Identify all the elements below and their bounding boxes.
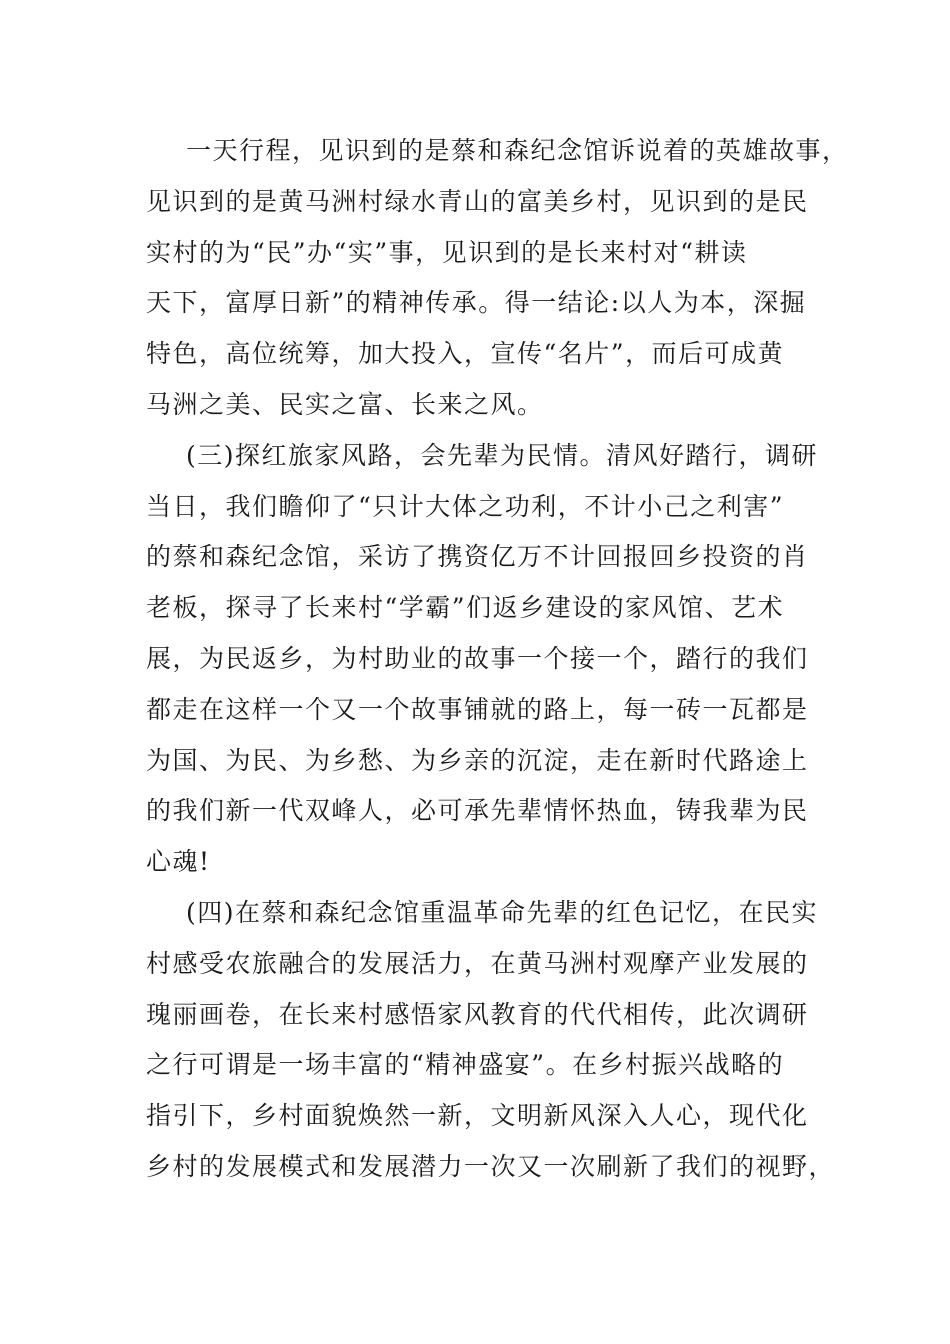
paragraph-line: 心魂! (146, 847, 211, 877)
paragraph-line: 村感受农旅融合的发展活力，在黄马洲村观摩产业发展的 (146, 948, 809, 978)
paragraph-line: 的蔡和森纪念馆，采访了携资亿万不计回报回乡投资的肖 (146, 542, 809, 572)
paragraph-line: (四)在蔡和森纪念馆重温革命先辈的红色记忆，在民实 (186, 897, 819, 927)
paragraph-2 (146, 431, 826, 888)
paragraph-line: 当日，我们瞻仰了“只计大体之功利，不计小己之利害” (146, 491, 785, 521)
paragraph-line: 乡村的发展模式和发展潜力一次又一次刷新了我们的视野， (146, 1151, 836, 1181)
paragraph-3 (146, 888, 836, 1193)
paragraph-line: 见识到的是黄马洲村绿水青山的富美乡村，见识到的是民 (146, 186, 809, 216)
paragraph-line: 天下，富厚日新”的精神传承。得一结论:以人为本，深掘 (146, 288, 807, 318)
paragraph-line: 特色，高位统筹，加大投入，宣传“名片”，而后可成黄 (146, 339, 785, 369)
paragraph-line: 都走在这样一个又一个故事铺就的路上，每一砖一瓦都是 (146, 694, 809, 724)
paragraph-line: 展，为民返乡，为村助业的故事一个接一个，踏行的我们 (146, 643, 809, 673)
paragraph-line: 实村的为“民”办“实”事，见识到的是长来村对“耕读 (146, 237, 748, 267)
paragraph-line: (三)探红旅家风路，会先辈为民情。清风好踏行，调研 (186, 440, 819, 470)
document-body (146, 126, 849, 1193)
paragraph-line: 一天行程，见识到的是蔡和森纪念馆诉说着的英雄故事， (186, 136, 849, 165)
paragraph-line: 的我们新一代双峰人，必可承先辈情怀热血，铸我辈为民 (146, 796, 809, 826)
paragraph-line: 老板，探寻了长来村“学霸”们返乡建设的家风馆、艺术 (146, 593, 785, 623)
paragraph-line: 瑰丽画卷，在长来村感悟家风教育的代代相传，此次调研 (146, 999, 809, 1029)
paragraph-line: 之行可谓是一场丰富的“精神盛宴”。在乡村振兴战略的 (146, 1050, 785, 1080)
paragraph-line: 马洲之美、民实之富、长来之风。 (146, 389, 544, 419)
paragraph-line: 指引下，乡村面貌焕然一新，文明新风深入人心，现代化 (146, 1101, 809, 1131)
paragraph-line: 为国、为民、为乡愁、为乡亲的沉淀，走在新时代路途上 (146, 745, 809, 775)
paragraph-1 (146, 126, 849, 431)
